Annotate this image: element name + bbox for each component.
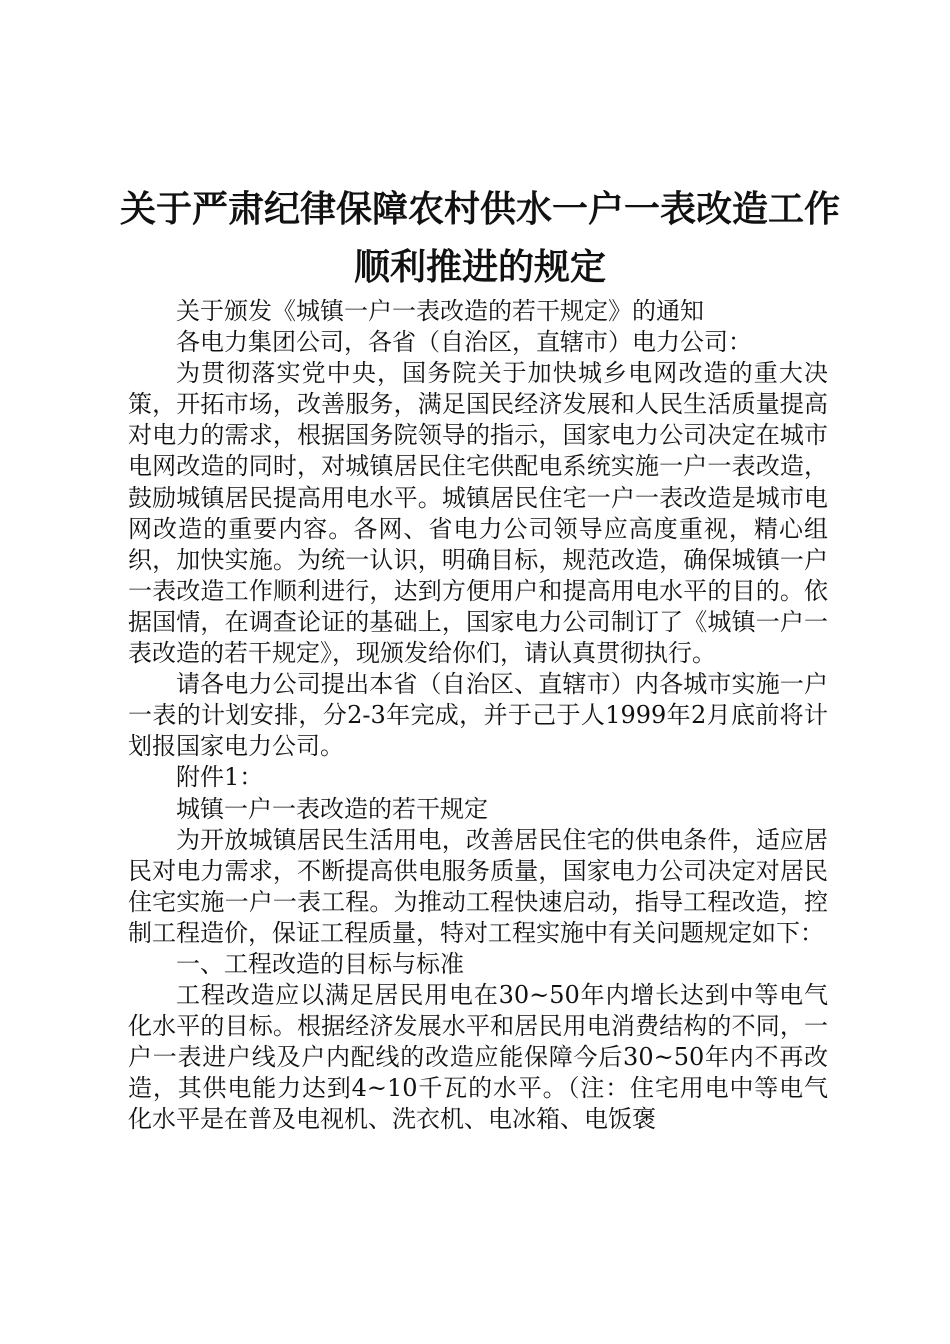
body-paragraph: 为开放城镇居民生活用电，改善居民住宅的供电条件，适应居民对电力需求，不断提高供电服务质量，国家电力公司决定对居民住宅实施一户一表工程。为推动工程快速启动，指导工程改造，控制工程造价，保证工程质量，特对工程实施中有关问题规定如下： bbox=[128, 825, 828, 947]
document-body bbox=[128, 296, 828, 1136]
body-paragraph: 工程改造应以满足居民用电在30~50年内增长达到中等电气化水平的目标。根据经济发展水平和居民用电消费结构的不同，一户一表进户线及户内配线的改造应能保障今后30~50年内不再改造，其供电能力达到4~10千瓦的水平。（注：住宅用电中等电气化水平是在普及电视机、洗衣机、电冰箱、电饭褒 bbox=[128, 981, 828, 1134]
section-heading: 一、工程改造的目标与标准 bbox=[176, 949, 464, 978]
body-paragraph: 为贯彻落实党中央，国务院关于加快城乡电网改造的重大决策，开拓市场，改善服务，满足国民经济发展和人民生活质量提高对电力的需求，根据国务院领导的指示，国家电力公司决定在城市电网改造的同时，对城镇居民住宅供配电系统实施一户一表改造，鼓励城镇居民提高用电水平。城镇居民住宅一户一表改造是城市电网改造的重要内容。各网、省电力公司领导应高度重视，精心组织，加快实施。为统一认识，明确目标，规范改造，确保城镇一户一表改造工作顺利进行，达到方便用户和提高用电水平的目的。依据国情，在调查论证的基础上，国家电力公司制订了《城镇一户一表改造的若干规定》，现颁发给你们，请认真贯彻执行。 bbox=[128, 359, 828, 668]
salutation: 各电力集团公司，各省（自治区，直辖市）电力公司： bbox=[176, 328, 752, 357]
notice-heading: 关于颁发《城镇一户一表改造的若干规定》的通知 bbox=[176, 297, 704, 325]
document-title-line-1: 关于严肃纪律保障农村供水一户一表改造工作 bbox=[119, 189, 840, 230]
document-title-line-2: 顺利推进的规定 bbox=[353, 247, 606, 288]
body-paragraph: 请各电力公司提出本省（自治区、直辖市）内各城市实施一户一表的计划安排，分2-3年完成，并于己于人1999年2月底前将计划报国家电力公司。 bbox=[128, 670, 828, 761]
attachment-label: 附件1： bbox=[176, 763, 264, 792]
attachment-title: 城镇一户一表改造的若干规定 bbox=[176, 794, 488, 823]
